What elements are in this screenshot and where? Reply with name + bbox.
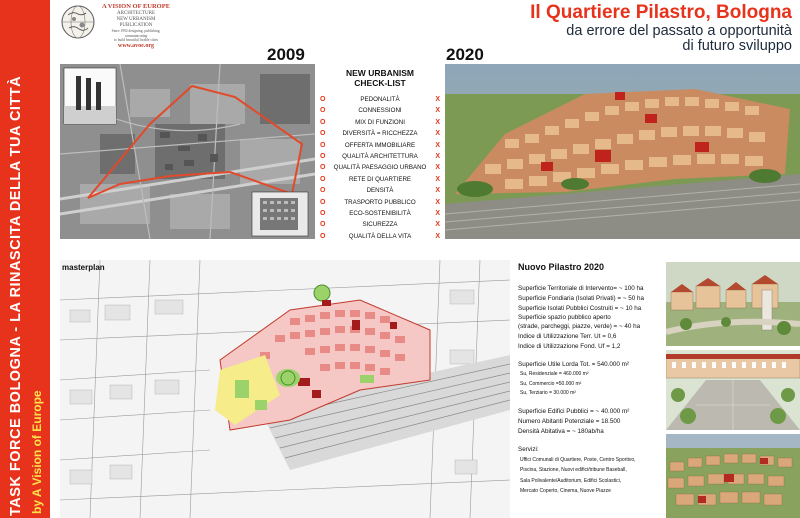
sidebar-title: TASK FORCE BOLOGNA - LA RINASCITA DELLA TUA CITTÀ bbox=[8, 75, 24, 516]
cross-mark-icon: X bbox=[435, 130, 440, 138]
services-line: Mercato Coperto, Cinema, Nuove Piazze bbox=[520, 488, 611, 494]
stat-line: (strade, parcheggi, piazze, verde) = ~ 40 ha bbox=[518, 323, 641, 330]
circle-mark-icon: O bbox=[320, 152, 326, 160]
checklist-item-label: TRASPORTO PUBBLICO bbox=[344, 198, 416, 206]
checklist-item bbox=[318, 94, 442, 105]
circle-mark-icon: O bbox=[320, 209, 326, 217]
checklist-item bbox=[318, 105, 442, 116]
stat-line: Densità Abitativa = ~ 180ab/ha bbox=[518, 427, 604, 435]
subtitle-line2: di futuro sviluppo bbox=[682, 38, 792, 54]
circle-mark-icon: O bbox=[320, 232, 326, 240]
stat-line: Superficie Edifici Pubblici = ~ 40.000 m² bbox=[518, 407, 630, 415]
circle-mark-icon: O bbox=[320, 221, 326, 229]
checklist-item-label: OFFERTA IMMOBILIARE bbox=[344, 141, 416, 149]
sidebar-byline: by A Vision of Europe bbox=[30, 390, 44, 514]
checklist-item bbox=[318, 151, 442, 162]
circle-mark-icon: O bbox=[320, 164, 326, 172]
stat-subline: Su, Terziario = 30.000 m² bbox=[520, 390, 576, 396]
stat-line: Superficie spazio pubblico aperto bbox=[518, 314, 611, 321]
circle-mark-icon: O bbox=[320, 198, 326, 206]
checklist-item-label: RETE DI QUARTIERE bbox=[348, 175, 412, 183]
circle-mark-icon: O bbox=[320, 130, 326, 138]
checklist-item bbox=[318, 128, 442, 139]
services-line: Uffici Comunali di Quartiere, Poste, Centro Sportivo, bbox=[520, 456, 636, 463]
cross-mark-icon: X bbox=[435, 209, 440, 217]
cross-mark-icon: X bbox=[435, 96, 440, 103]
logo-title: A VISION OF EUROPE bbox=[101, 3, 171, 10]
new-urbanism-checklist bbox=[318, 68, 442, 242]
circle-mark-icon: O bbox=[320, 175, 326, 183]
stats-panel bbox=[518, 262, 664, 497]
checklist-item-label: QUALITÀ PAESAGGIO URBANO bbox=[333, 164, 427, 172]
checklist-item-label: DENSITÀ bbox=[366, 187, 394, 195]
stat-line: Numero Abitanti Potenziale = 18.500 bbox=[518, 417, 621, 425]
logo-line1: ARCHITECTURE bbox=[116, 11, 156, 16]
rendering-piazza bbox=[666, 350, 800, 430]
logo-url[interactable]: www.avoe.org bbox=[118, 42, 154, 49]
checklist-item bbox=[318, 197, 442, 208]
stat-line: Superficie Utile Lorda Tot. = 540.000 m² bbox=[518, 361, 630, 368]
services-line: Sala Polivalente/Auditorium, Edifici Scolastici, bbox=[520, 477, 622, 484]
masterplan-drawing bbox=[60, 260, 510, 518]
cross-mark-icon: X bbox=[435, 164, 440, 172]
cross-mark-icon: X bbox=[435, 118, 440, 126]
stat-subline: Su, Commercio =50.000 m² bbox=[520, 380, 582, 387]
checklist-title-line2: CHECK-LIST bbox=[354, 78, 406, 88]
checklist-item bbox=[318, 117, 442, 128]
checklist-item-label: PEDONALITÀ bbox=[360, 96, 400, 103]
cross-mark-icon: X bbox=[435, 198, 440, 206]
aerial-photo-2009 bbox=[60, 64, 315, 239]
logo-desc2: to build beautiful livable cities bbox=[114, 38, 158, 42]
checklist-item bbox=[318, 185, 442, 196]
cross-mark-icon: X bbox=[435, 107, 440, 115]
page-title: Il Quartiere Pilastro, Bologna bbox=[530, 2, 792, 23]
checklist-item-label: CONNESSIONI bbox=[358, 107, 402, 115]
cross-mark-icon: X bbox=[435, 152, 440, 160]
year-after: 2020 bbox=[446, 45, 484, 64]
circle-mark-icon: O bbox=[320, 141, 326, 149]
checklist-title-line1: NEW URBANISM bbox=[346, 68, 414, 78]
cross-mark-icon: X bbox=[435, 141, 440, 149]
stat-subline: Su, Residenziale = 460.000 m² bbox=[520, 371, 589, 377]
year-before: 2009 bbox=[267, 45, 305, 64]
checklist-item-label: MIX DI FUNZIONI bbox=[355, 118, 405, 126]
stat-line: Indice di Utilizzazione Terr. Ut = 0,6 bbox=[518, 333, 617, 340]
checklist-item bbox=[318, 140, 442, 151]
services-line: Piscina, Stazione, Nuovi edifici/tribune Baseball, bbox=[520, 467, 627, 473]
checklist-item bbox=[318, 174, 442, 185]
circle-mark-icon: O bbox=[320, 118, 326, 126]
aerial-render-2020 bbox=[445, 64, 800, 239]
checklist-item bbox=[318, 208, 442, 219]
checklist-item bbox=[318, 219, 442, 230]
sidebar-banner bbox=[0, 0, 50, 518]
checklist-item bbox=[318, 231, 442, 242]
checklist-item-label: ECO-SOSTENIBILITÀ bbox=[349, 209, 411, 217]
stat-line: Indice di Utilizzazione Fond. Uf = 1,2 bbox=[518, 343, 621, 350]
logo-line2: NEW URBANISM bbox=[116, 17, 156, 22]
stat-line: Superficie Fondiaria (Isolati Privati) = ~ 50 ha bbox=[518, 295, 644, 302]
circle-mark-icon: O bbox=[320, 187, 326, 195]
globe-logo-icon bbox=[60, 4, 96, 40]
logo-desc1: Since 1992 designing, publishing, communicating bbox=[111, 29, 161, 38]
checklist-title bbox=[318, 68, 442, 88]
logo-line3: PUBLICATION bbox=[119, 23, 153, 28]
checklist-item-label: QUALITÀ ARCHITETTURA bbox=[342, 152, 418, 160]
circle-mark-icon: O bbox=[320, 96, 326, 103]
cross-mark-icon: X bbox=[435, 187, 440, 195]
stat-line: Superficie Isolati Pubblici Costruiti = ~ 10 ha bbox=[518, 305, 642, 312]
cross-mark-icon: X bbox=[435, 175, 440, 183]
masterplan-label: masterplan bbox=[62, 263, 105, 272]
subtitle-line1: da errore del passato a opportunità bbox=[566, 23, 792, 39]
circle-mark-icon: O bbox=[320, 107, 326, 115]
rendering-street-view bbox=[666, 262, 800, 346]
cross-mark-icon: X bbox=[435, 232, 440, 240]
checklist-item-label: QUALITÀ DELLA VITA bbox=[348, 232, 412, 240]
services-title: Servizi: bbox=[518, 445, 539, 453]
checklist-item bbox=[318, 162, 442, 173]
rendering-aerial-quarter bbox=[666, 434, 800, 518]
stat-line: Superficie Territoriale di Intervento= ~ 100 ha bbox=[518, 285, 644, 292]
logo-text bbox=[100, 3, 172, 49]
checklist-item-label: DIVERSITÀ = RICCHEZZA bbox=[342, 130, 418, 138]
checklist-item-label: SICUREZZA bbox=[362, 221, 398, 229]
stats-title: Nuovo Pilastro 2020 bbox=[518, 262, 605, 272]
cross-mark-icon: X bbox=[435, 221, 440, 229]
